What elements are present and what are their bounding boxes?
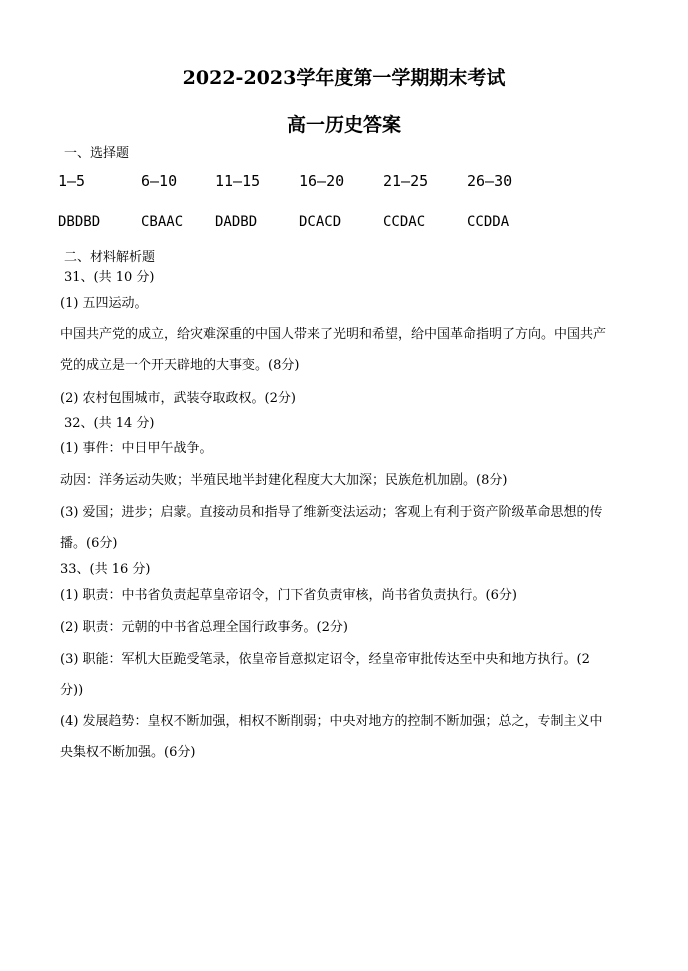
- answer-32-1: (1) 事件：中日甲午战争。: [60, 441, 213, 456]
- answer-32-motive: 动因：洋务运动失败；半殖民地半封建化程度大大加深；民族危机加剧。(8分): [60, 473, 508, 488]
- answer-31-1: (1) 五四运动。: [60, 296, 148, 311]
- range-label: 11—15: [215, 172, 261, 190]
- answer-31-2: (2) 农村包围城市，武装夺取政权。(2分): [60, 391, 296, 406]
- answer-group: CCDDA: [467, 214, 510, 230]
- answer-33-4-line1: (4) 发展趋势：皇权不断加强，相权不断削弱；中央对地方的控制不断加强；总之，专制主义中: [60, 714, 603, 729]
- answer-32-3-line1: (3) 爱国；进步；启蒙。直接动员和指导了维新变法运动；客观上有利于资产阶级革命思想的传: [60, 505, 603, 520]
- question-32-label: 32、(共 14 分): [64, 416, 155, 431]
- answer-33-2: (2) 职责：元朝的中书省总理全国行政事务。(2分): [60, 620, 348, 635]
- answer-33-1: (1) 职责：中书省负责起草皇帝诏令，门下省负责审核，尚书省负责执行。(6分): [60, 588, 517, 603]
- answer-group: CCDAC: [383, 214, 426, 230]
- range-label: 1—5: [58, 172, 86, 190]
- answer-32-3-line2: 播。(6分): [60, 536, 118, 551]
- answer-33-3-line2: 分)): [60, 683, 84, 698]
- section-heading-choice: 一、选择题: [64, 146, 130, 161]
- answer-group: CBAAC: [141, 214, 184, 230]
- exam-subtitle: 高一历史答案: [286, 114, 401, 136]
- question-31-label: 31、(共 10 分): [64, 270, 155, 285]
- answer-33-3-line1: (3) 职能：军机大臣跪受笔录，依皇帝旨意拟定诏令，经皇帝审批传达至中央和地方执行。(2: [60, 652, 590, 667]
- answer-31-paragraph-line2: 党的成立是一个开天辟地的大事变。(8分): [60, 358, 300, 373]
- range-label: 6—10: [141, 172, 178, 190]
- range-label: 26—30: [467, 172, 513, 190]
- section-heading-analysis: 二、材料解析题: [64, 250, 156, 265]
- answer-group: DADBD: [215, 214, 258, 230]
- answer-31-paragraph-line1: 中国共产党的成立，给灾难深重的中国人带来了光明和希望，给中国革命指明了方向。中国共产: [60, 327, 607, 342]
- range-label: 16—20: [299, 172, 345, 190]
- answer-33-4-line2: 央集权不断加强。(6分): [60, 745, 196, 760]
- exam-title: 2022-2023学年度第一学期期末考试: [182, 67, 506, 89]
- range-label: 21—25: [383, 172, 429, 190]
- answer-group: DBDBD: [58, 214, 101, 230]
- answer-group: DCACD: [299, 214, 342, 230]
- question-33-label: 33、(共 16 分): [60, 562, 151, 577]
